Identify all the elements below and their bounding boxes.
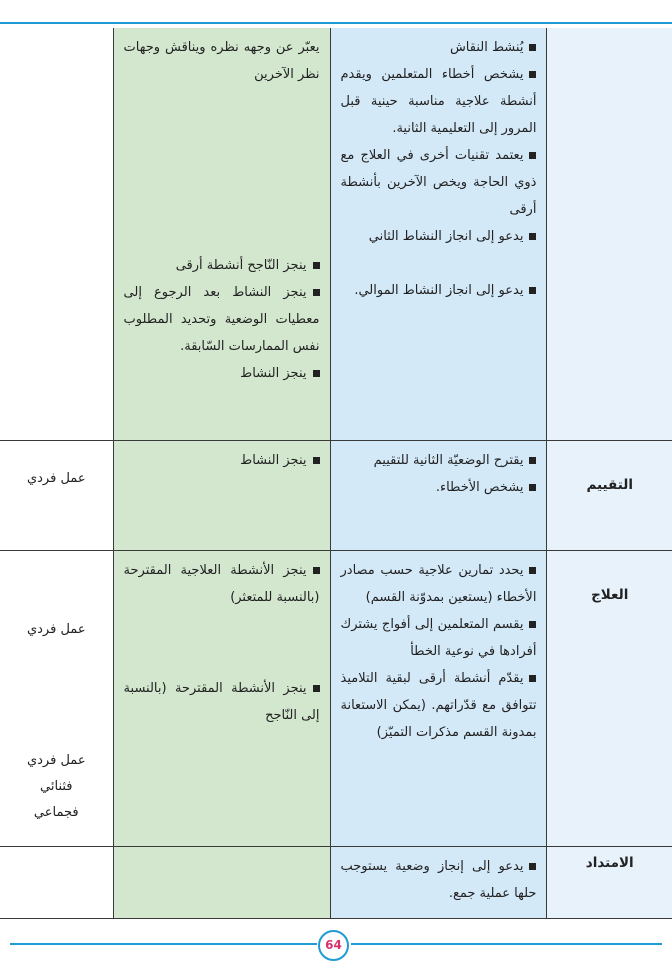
footer-rule — [351, 943, 662, 945]
learner-activity-cell — [113, 846, 330, 918]
teacher-item: يعتمد تقنيات أخرى في العلاج مع ذوي الحاجة ويخص الآخرين بأنشطة أرقى — [340, 148, 537, 217]
bullet-icon — [529, 675, 536, 682]
stage-cell — [547, 28, 672, 440]
learner-item: ينجز النشاط — [124, 360, 320, 387]
stage-label: الامتداد — [585, 854, 634, 871]
bullet-icon — [313, 289, 320, 296]
teacher-item: يدعو إلى انجاز النشاط الثاني — [341, 223, 537, 250]
teacher-item: يقدّم أنشطة أرقى لبقية التلاميذ تتوافق مع قدّراتهم. (يمكن الاستعانة بمدونة القسم مذكرات التميّز) — [340, 670, 537, 740]
teacher-item: يقترح الوضعيّة الثانية للتقييم — [341, 447, 537, 474]
learner-item: ينجز النشاط — [124, 447, 320, 474]
bullet-icon — [313, 567, 320, 574]
bullet-icon — [529, 457, 536, 464]
learner-item: ينجز الأنشطة المقترحة (بالنسبة إلى النّاجح — [123, 680, 320, 723]
table-row — [0, 440, 672, 550]
table-row — [0, 28, 672, 440]
bullet-icon — [529, 44, 536, 51]
teacher-activity-cell — [330, 440, 547, 550]
learner-item: ينجز الأنشطة العلاجية المقترحة (بالنسبة للمتعثر) — [123, 562, 320, 605]
page-number: 64 — [318, 930, 349, 961]
teacher-item: يُنشط النقاش — [341, 34, 537, 61]
learner-item: يعبّر عن وجهه نظره ويناقش وجهات نظر الآخرين — [123, 40, 320, 82]
footer-rule — [10, 943, 317, 945]
work-mode-cell — [0, 440, 113, 550]
bullet-icon — [313, 685, 320, 692]
work-mode: عمل فردي — [26, 470, 86, 486]
lesson-table — [0, 28, 672, 919]
teacher-item: يدعو إلى إنجاز وضعية يستوجب حلها عملية جمع. — [340, 858, 537, 901]
teacher-item: يدعو إلى انجاز النشاط الموالي. — [341, 277, 537, 304]
learner-activity-cell — [113, 440, 330, 550]
work-mode: فجماعي — [33, 804, 79, 820]
learner-activity-cell — [113, 28, 330, 440]
learner-activity-cell — [113, 550, 330, 846]
learner-item: ينجز النشاط بعد الرجوع إلى معطيات الوضعية وتحديد المطلوب نفس الممارسات السّابقة. — [123, 285, 320, 354]
stage-cell — [547, 846, 672, 918]
work-mode: عمل فردي — [26, 621, 86, 637]
learner-item: ينجز النّاجح أنشطة أرقى — [124, 252, 320, 279]
bullet-icon — [529, 621, 536, 628]
work-mode-cell — [0, 28, 113, 440]
work-mode-cell — [0, 550, 113, 846]
teacher-activity-cell — [330, 28, 547, 440]
bullet-icon — [313, 457, 320, 464]
bullet-icon — [529, 567, 536, 574]
teacher-item: يحدد تمارين علاجية حسب مصادر الأخطاء (يستعين بمدوّنة القسم) — [340, 562, 537, 605]
stage-label: التقييم — [586, 476, 633, 493]
bullet-icon — [529, 152, 536, 159]
bullet-icon — [529, 484, 536, 491]
teacher-item: يشخص أخطاء المتعلمين ويقدم أنشطة علاجية مناسبة حينية قبل المرور إلى التعليمية الثانية. — [340, 67, 537, 136]
bullet-icon — [529, 287, 536, 294]
teacher-item: يقسم المتعلمين إلى أفواج يشترك أفرادها في نوعية الخطأ — [340, 616, 537, 659]
stage-label — [547, 28, 672, 64]
work-mode: عمل فردي — [26, 752, 86, 768]
bullet-icon — [529, 71, 536, 78]
table-row — [0, 846, 672, 918]
stage-cell — [547, 550, 672, 846]
bullet-icon — [529, 863, 536, 870]
table-row — [0, 550, 672, 846]
work-mode-cell — [0, 846, 113, 918]
bullet-icon — [529, 233, 536, 240]
stage-cell — [547, 440, 672, 550]
stage-label: العلاج — [591, 586, 629, 603]
teacher-activity-cell — [330, 550, 547, 846]
bullet-icon — [313, 262, 320, 269]
top-rule — [0, 22, 672, 24]
bullet-icon — [313, 370, 320, 377]
teacher-item: يشخص الأخطاء. — [341, 474, 537, 501]
work-mode: فثنائي — [40, 778, 73, 794]
teacher-activity-cell — [330, 846, 547, 918]
